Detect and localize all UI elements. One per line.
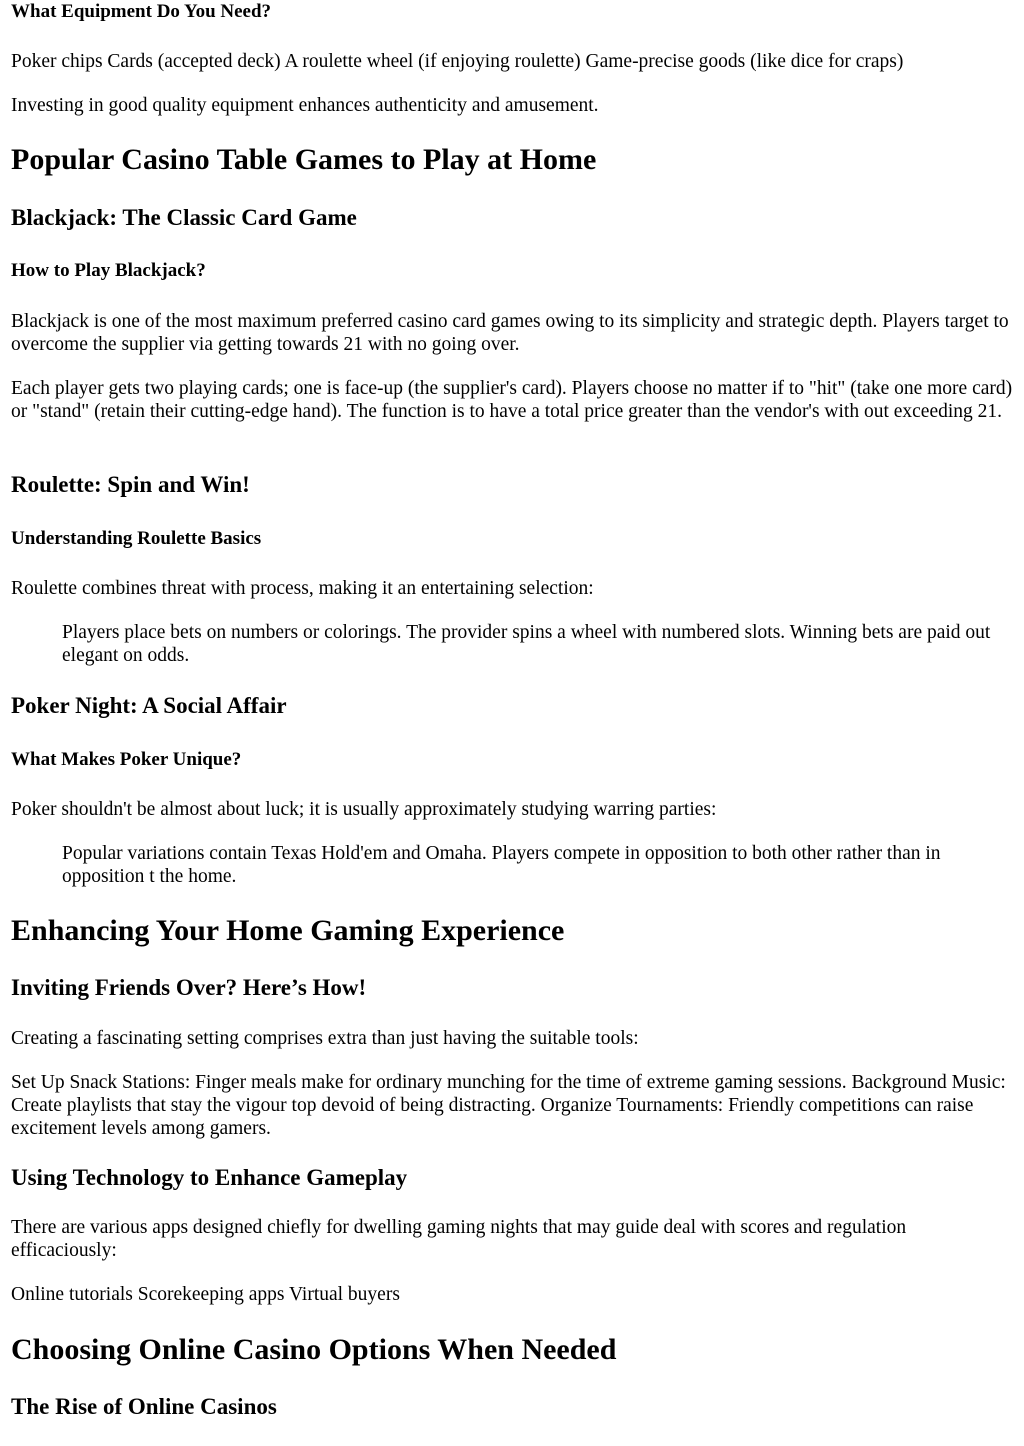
blackjack-subheading: How to Play Blackjack?: [11, 260, 206, 281]
popular-games-heading: Popular Casino Table Games to Play at Home: [11, 143, 597, 176]
roulette-heading: Roulette: Spin and Win!: [11, 472, 250, 497]
blackjack-paragraph-1: Blackjack is one of the most maximum preferred casino card games owing to its simplicity and strategic depth. Players target to overcome the supplier via getting towards 21 with no going over.: [11, 311, 1009, 355]
inviting-friends-list: Set Up Snack Stations: Finger meals make for ordinary munching for the time of extreme gaming sessions. Background Music: Create playlists that stay the vigour top devoid of being distracting. Organize Tournaments: Friendly competitions can raise excitement levels among gamers.: [11, 1072, 1006, 1139]
poker-blockquote: Popular variations contain Texas Hold'em and Omaha. Players compete in opposition to both other rather than in opposition t the home.: [62, 843, 941, 887]
roulette-subheading: Understanding Roulette Basics: [11, 528, 262, 549]
technology-list: Online tutorials Scorekeeping apps Virtual buyers: [11, 1284, 400, 1305]
poker-intro: Poker shouldn't be almost about luck; it is usually approximately studying warring parties:: [11, 799, 717, 820]
blackjack-heading: Blackjack: The Classic Card Game: [11, 205, 357, 230]
roulette-blockquote: Players place bets on numbers or colorings. The provider spins a wheel with numbered slots. Winning bets are paid out elegant on odds.: [62, 622, 991, 666]
rise-of-online-casinos-heading: The Rise of Online Casinos: [11, 1394, 277, 1419]
technology-heading: Using Technology to Enhance Gameplay: [11, 1165, 408, 1190]
poker-subheading: What Makes Poker Unique?: [11, 749, 242, 770]
online-casino-heading: Choosing Online Casino Options When Needed: [11, 1333, 617, 1366]
enhancing-heading: Enhancing Your Home Gaming Experience: [11, 914, 565, 947]
inviting-friends-intro: Creating a fascinating setting comprises extra than just having the suitable tools:: [11, 1028, 639, 1049]
technology-intro: There are various apps designed chiefly for dwelling gaming nights that may guide deal with scores and regulation efficaciously:: [11, 1217, 907, 1261]
poker-heading: Poker Night: A Social Affair: [11, 693, 287, 718]
blackjack-paragraph-2: Each player gets two playing cards; one is face-up (the supplier's card). Players choose no matter if to "hit" (take one more card) or "stand" (retain their cutting-edge hand). The function is to have a total price greater than the vendor's with out exceeding 21.: [11, 378, 1013, 422]
equipment-heading: What Equipment Do You Need?: [11, 1, 272, 22]
inviting-friends-heading: Inviting Friends Over? Here’s How!: [11, 975, 367, 1000]
equipment-note: Investing in good quality equipment enhances authenticity and amusement.: [11, 95, 599, 116]
equipment-list: Poker chips Cards (accepted deck) A roulette wheel (if enjoying roulette) Game-precise goods (like dice for craps): [11, 51, 904, 72]
roulette-intro: Roulette combines threat with process, making it an entertaining selection:: [11, 578, 594, 599]
